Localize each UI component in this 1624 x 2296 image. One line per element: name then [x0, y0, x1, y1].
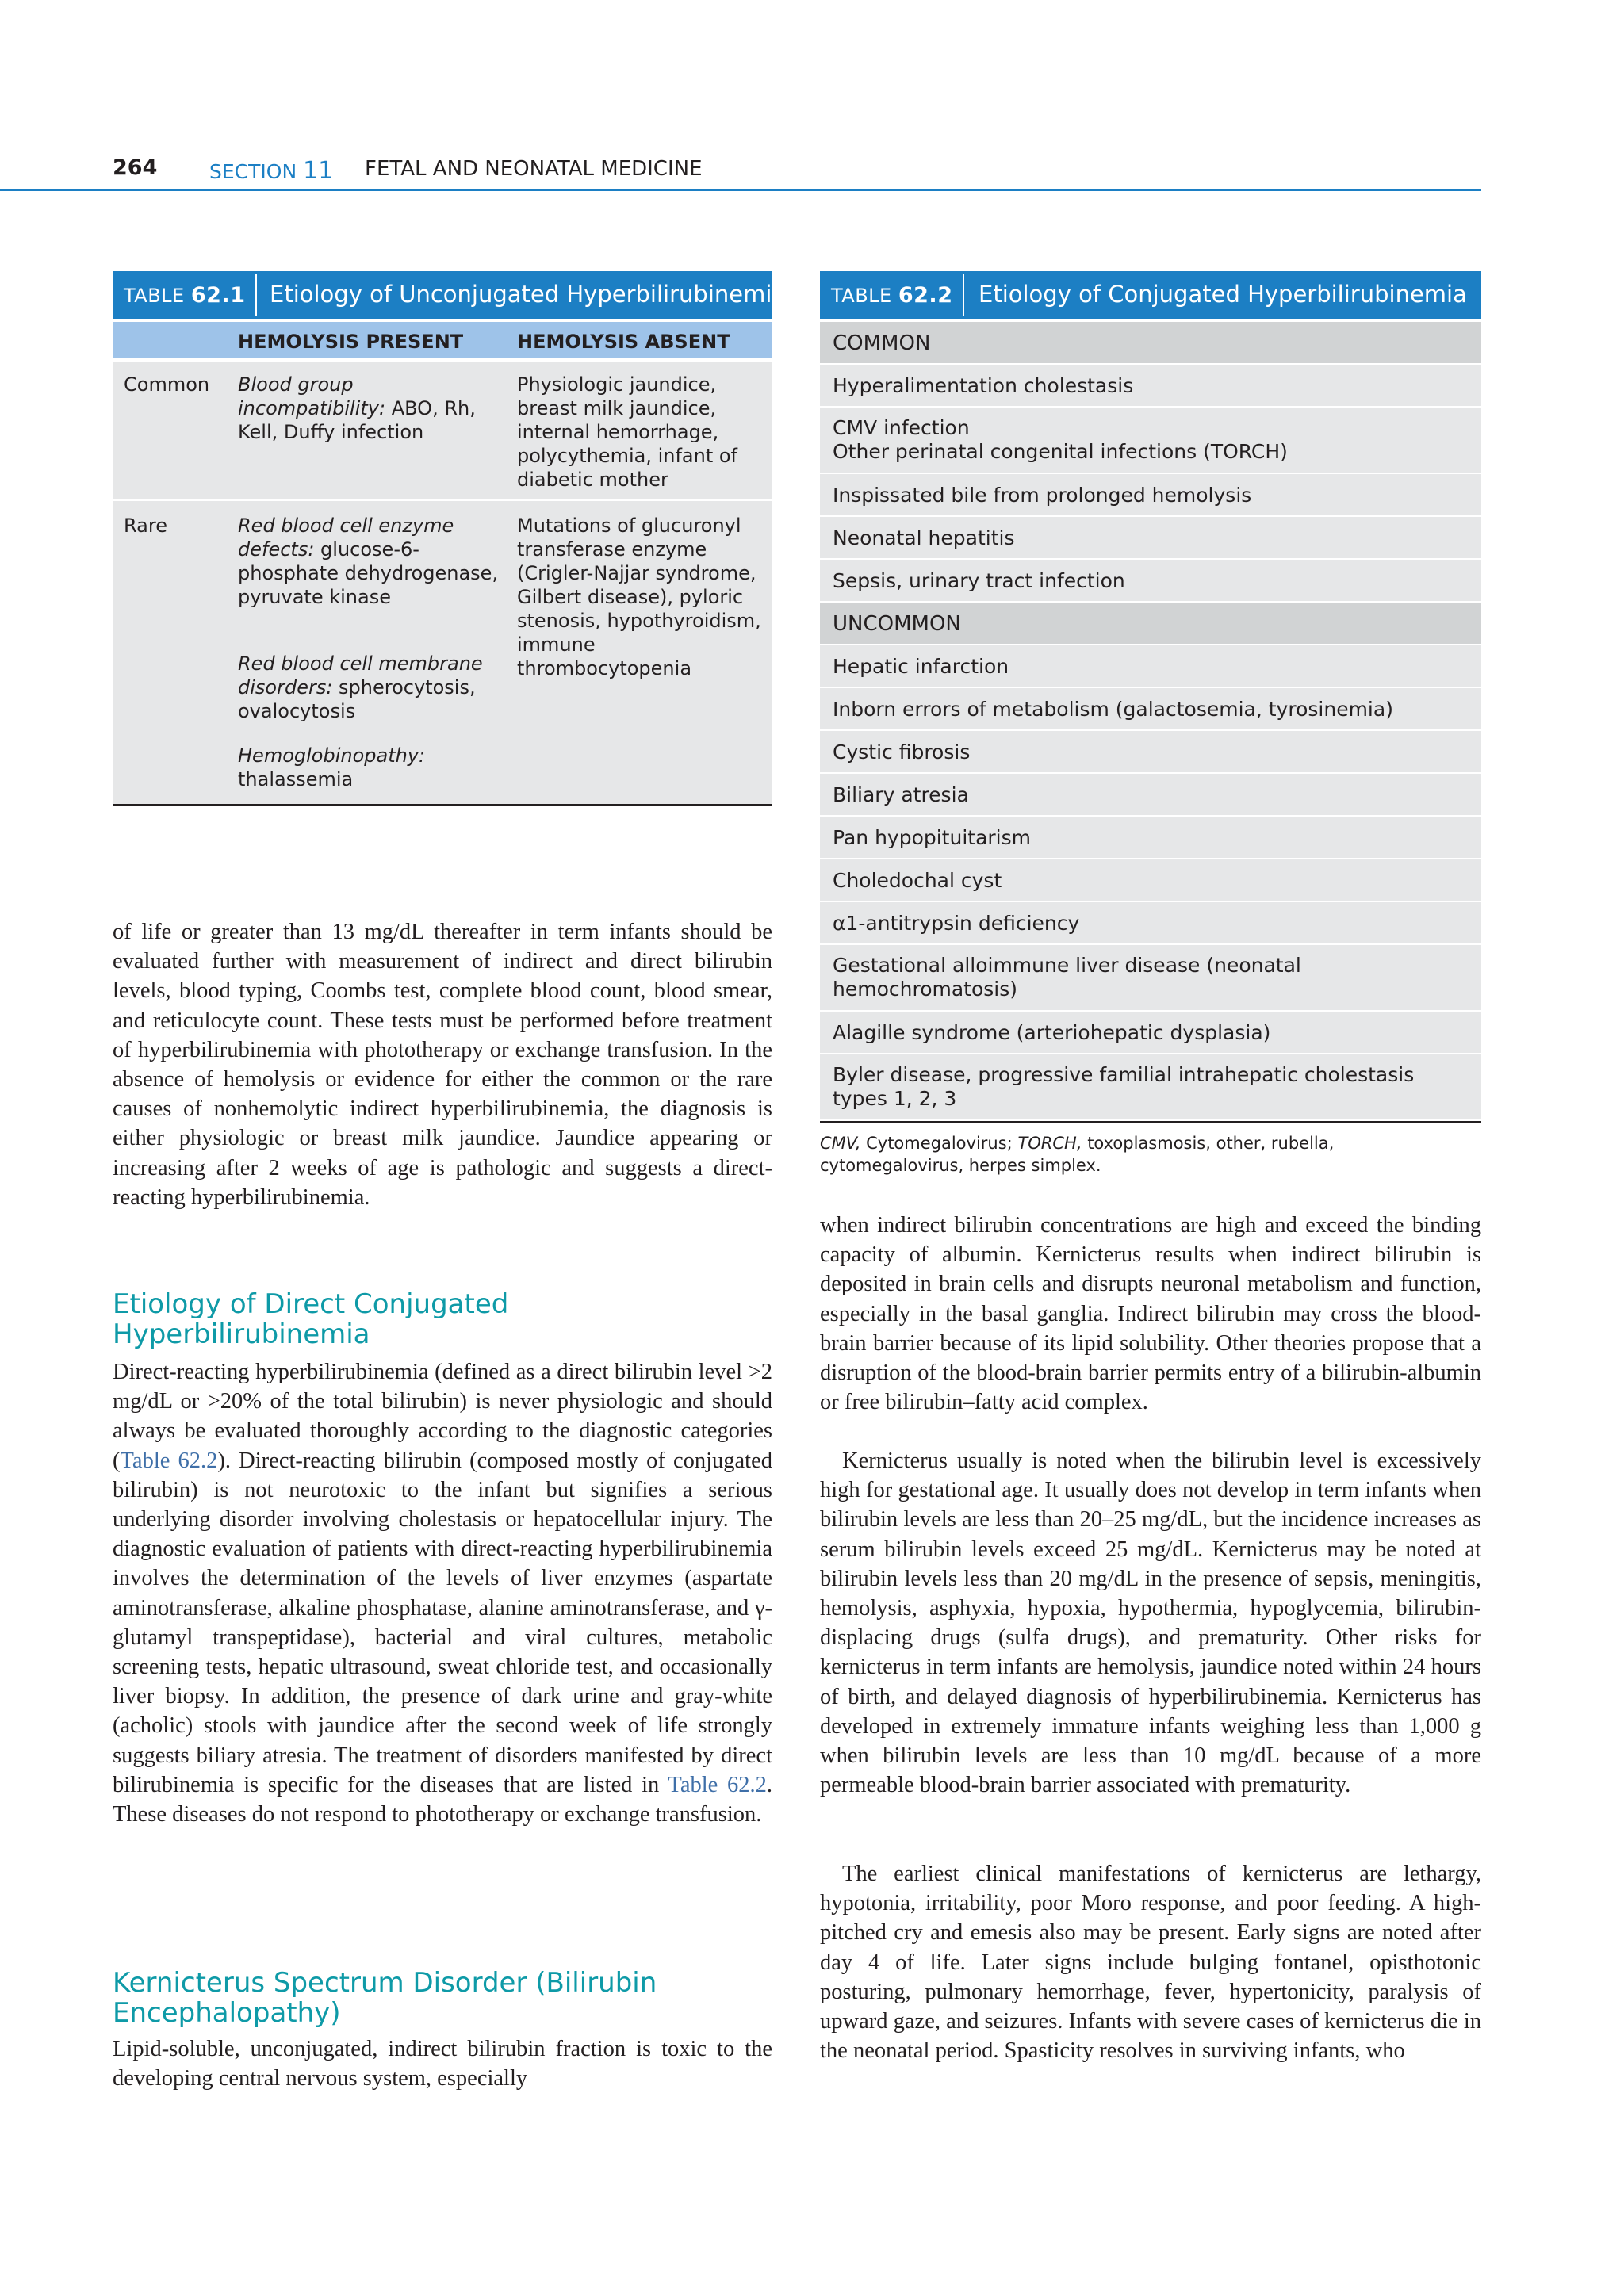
- table-bottom-rule: [113, 804, 772, 806]
- row-text: Sepsis, urinary tract infection: [833, 569, 1125, 592]
- table-title: Etiology of Conjugated Hyperbilirubinemia: [979, 281, 1467, 308]
- table-title: Etiology of Unconjugated Hyperbilirubinemia: [270, 281, 787, 308]
- table-row: [820, 474, 1481, 517]
- table-row: [820, 859, 1481, 902]
- body-paragraph: when indirect bilirubin concentrations are high and exceed the binding capacity of albumin. Kernicterus results when indirect bilirubin is deposited in brain cells and disrupts neuronal metabolism and function, especially in the basal ganglia. Indirect bilirubin may cross the blood-brain barrier because of its lipid solubility. Other theories propose that a disruption of the blood-brain barrier permits entry of a bilirubin-albumin or free bilirubin–fatty acid complex.: [820, 1213, 1481, 1415]
- cell-rare-present-enzyme: Red blood cell enzyme defects: glucose-6-phosphate dehydrogenase, pyruvate kinase: [238, 515, 499, 608]
- caption-divider: [255, 274, 257, 316]
- col-header-hemolysis-absent: HEMOLYSIS ABSENT: [517, 331, 730, 353]
- cell-common-absent: Physiologic jaundice, breast milk jaundice, internal hemorrhage, polycythemia, infant of diabetic mother: [517, 373, 738, 491]
- section-number: 11: [303, 157, 334, 185]
- section-heading-direct-conjugated: Etiology of Direct Conjugated Hyperbilirubinemia: [113, 1288, 509, 1350]
- row-text: Inborn errors of metabolism (galactosemia, tyrosinemia): [833, 698, 1393, 721]
- row-text: CMV infection Other perinatal congenital infections (TORCH): [833, 416, 1288, 463]
- running-header: [113, 155, 1481, 190]
- cell-common-present: Blood group incompatibility: ABO, Rh, Kell, Duffy infection: [238, 373, 476, 443]
- row-text: Alagille syndrome (arteriohepatic dysplasia): [833, 1021, 1271, 1044]
- table-group-header: [820, 322, 1481, 365]
- caption-divider: [963, 274, 964, 316]
- table-caption-bar: [113, 271, 787, 319]
- row-label-common: Common: [124, 373, 210, 396]
- col-header-hemolysis-present: HEMOLYSIS PRESENT: [238, 331, 464, 353]
- table-link[interactable]: Table 62.2: [120, 1448, 218, 1473]
- table-bottom-rule: [820, 1121, 1481, 1123]
- table-label: TABLE 62.2: [831, 283, 953, 308]
- row-text: Pan hypopituitarism: [833, 826, 1031, 849]
- row-text: Hepatic infarction: [833, 655, 1009, 678]
- body-paragraph: The earliest clinical manifestations of kernicterus are lethargy, hypotonia, irritability, poor Moro response, and poor feeding. A high-pitched cry and emesis also may be present. Early signs are noted after day 4 of life. Later signs include bulging fontanel, opisthotonic posturing, pulmonary hemorrhage, fever, hypertonicity, paralysis of upward gaze, and seizures. Infants with severe cases of kernicterus die in the neonatal period. Spasticity resolves in surviving infants, who: [820, 1862, 1481, 2064]
- body-paragraph: of life or greater than 13 mg/dL thereafter in term infants should be evaluated further with measurement of indirect and direct bilirubin levels, blood typing, Coombs test, complete blood count, blood smear, and reticulocyte count. These tests must be performed before treatment of hyperbilirubinemia with phototherapy or exchange transfusion. In the absence of hemolysis or evidence for either the common or the rare causes of nonhemolytic indirect hyperbilirubinemia, the diagnosis is either physiologic or breast milk jaundice. Jaundice appearing or increasing after 2 weeks of age is pathologic and suggests a direct-reacting hyperbilirubinemia.: [113, 920, 772, 1210]
- table-62-2: [820, 271, 1481, 1167]
- table-header-row: [113, 322, 772, 358]
- cell-rare-present-hemoglobinopathy: Hemoglobinopathy: thalassemia: [238, 744, 426, 790]
- table-row: [820, 774, 1481, 817]
- page-number: 264: [113, 155, 158, 180]
- table-group-header: [820, 603, 1481, 645]
- row-label-rare: Rare: [124, 515, 167, 537]
- row-text: Inspissated bile from prolonged hemolysis: [833, 484, 1252, 507]
- table-link[interactable]: Table 62.2: [668, 1772, 767, 1797]
- row-text: Cystic fibrosis: [833, 740, 971, 763]
- row-text: Hyperalimentation cholestasis: [833, 374, 1134, 397]
- row-text: α1-antitrypsin deficiency: [833, 912, 1080, 935]
- table-62-1: [113, 271, 787, 807]
- table-row: [820, 365, 1481, 408]
- table-footnote: CMV, Cytomegalovirus; TORCH, toxoplasmosis, other, rubella, cytomegalovirus, herpes simplex.: [820, 1134, 1335, 1175]
- section-label: SECTION 11: [209, 157, 334, 185]
- table-row: [820, 688, 1481, 731]
- cell-rare-present-membrane: Red blood cell membrane disorders: spherocytosis, ovalocytosis: [238, 652, 483, 722]
- table-caption-bar: [820, 271, 1481, 319]
- row-text: Byler disease, progressive familial intrahepatic cholestasis types 1, 2, 3: [833, 1063, 1415, 1110]
- table-row: [820, 560, 1481, 603]
- table-row: [820, 817, 1481, 859]
- table-row: [820, 902, 1481, 945]
- table-label: TABLE 62.1: [124, 283, 246, 308]
- chapter-title: FETAL AND NEONATAL MEDICINE: [365, 157, 703, 181]
- row-text: Gestational alloimmune liver disease (neonatal hemochromatosis): [833, 954, 1301, 1001]
- body-paragraph: Direct-reacting hyperbilirubinemia (defined as a direct bilirubin level >2 mg/dL or >20% of the total bilirubin) is never physiologic and should always be evaluated thoroughly according to the diagnostic categories (Table 62.2). Direct-reacting bilirubin (composed mostly of conjugated bilirubin) is not neurotoxic to the infant but signifies a serious underlying disorder involving cholestasis or hepatocellular injury. The diagnostic evaluation of patients with direct-reacting hyperbilirubinemia involves the determination of the levels of liver enzymes (aspartate aminotransferase, alkaline phosphatase, alanine aminotransferase, and γ-glutamyl transpeptidase), bacterial and viral cultures, metabolic screening tests, hepatic ultrasound, sweat chloride test, and occasionally liver biopsy. In addition, the presence of dark urine and gray-white (acholic) stools with jaundice after the second week of life strongly suggests biliary atresia. The treatment of disorders manifested by direct bilirubinemia is specific for the diseases that are listed in Table 62.2. These diseases do not respond to phototherapy or exchange transfusion.: [113, 1360, 772, 1827]
- row-text: Choledochal cyst: [833, 869, 1002, 892]
- row-separator: [113, 499, 772, 501]
- table-row: [820, 517, 1481, 560]
- row-text: Biliary atresia: [833, 783, 969, 806]
- body-paragraph: Kernicterus usually is noted when the bilirubin level is excessively high for gestational age. It usually does not develop in term infants when bilirubin levels are less than 20–25 mg/dL, but the incidence increases as serum bilirubin levels exceed 25 mg/dL. Kernicterus may be noted at bilirubin levels less than 20 mg/dL in the presence of sepsis, meningitis, hemolysis, asphyxia, hypoxia, hypothermia, hypoglycemia, bilirubin-displacing drugs (sulfa drugs), and prematurity. Other risks for kernicterus in term infants are hemolysis, jaundice noted within 24 hours of birth, and delayed diagnosis of hyperbilirubinemia. Kernicterus has developed in extremely immature infants weighing less than 1,000 g when bilirubin levels are less than 10 mg/dL because of a more permeable blood-brain barrier associated with prematurity.: [820, 1448, 1481, 1798]
- table-row: [820, 408, 1481, 474]
- body-paragraph: Lipid-soluble, unconjugated, indirect bilirubin fraction is toxic to the developing central nervous system, especially: [113, 2037, 772, 2091]
- cell-rare-absent: Mutations of glucuronyl transferase enzyme (Crigler-Najjar syndrome, Gilbert disease), pyloric stenosis, hypothyroidism, immune thrombocytopenia: [517, 515, 761, 679]
- table-row: [820, 1012, 1481, 1054]
- table-row: [820, 1054, 1481, 1121]
- header-rule: [0, 189, 1481, 191]
- row-text: UNCOMMON: [833, 612, 961, 636]
- section-heading-kernicterus: Kernicterus Spectrum Disorder (Bilirubin Encephalopathy): [113, 1967, 657, 2029]
- table-row: [820, 731, 1481, 774]
- row-text: Neonatal hepatitis: [833, 526, 1015, 549]
- row-text: COMMON: [833, 331, 931, 355]
- table-row: [820, 645, 1481, 688]
- table-row: [820, 945, 1481, 1012]
